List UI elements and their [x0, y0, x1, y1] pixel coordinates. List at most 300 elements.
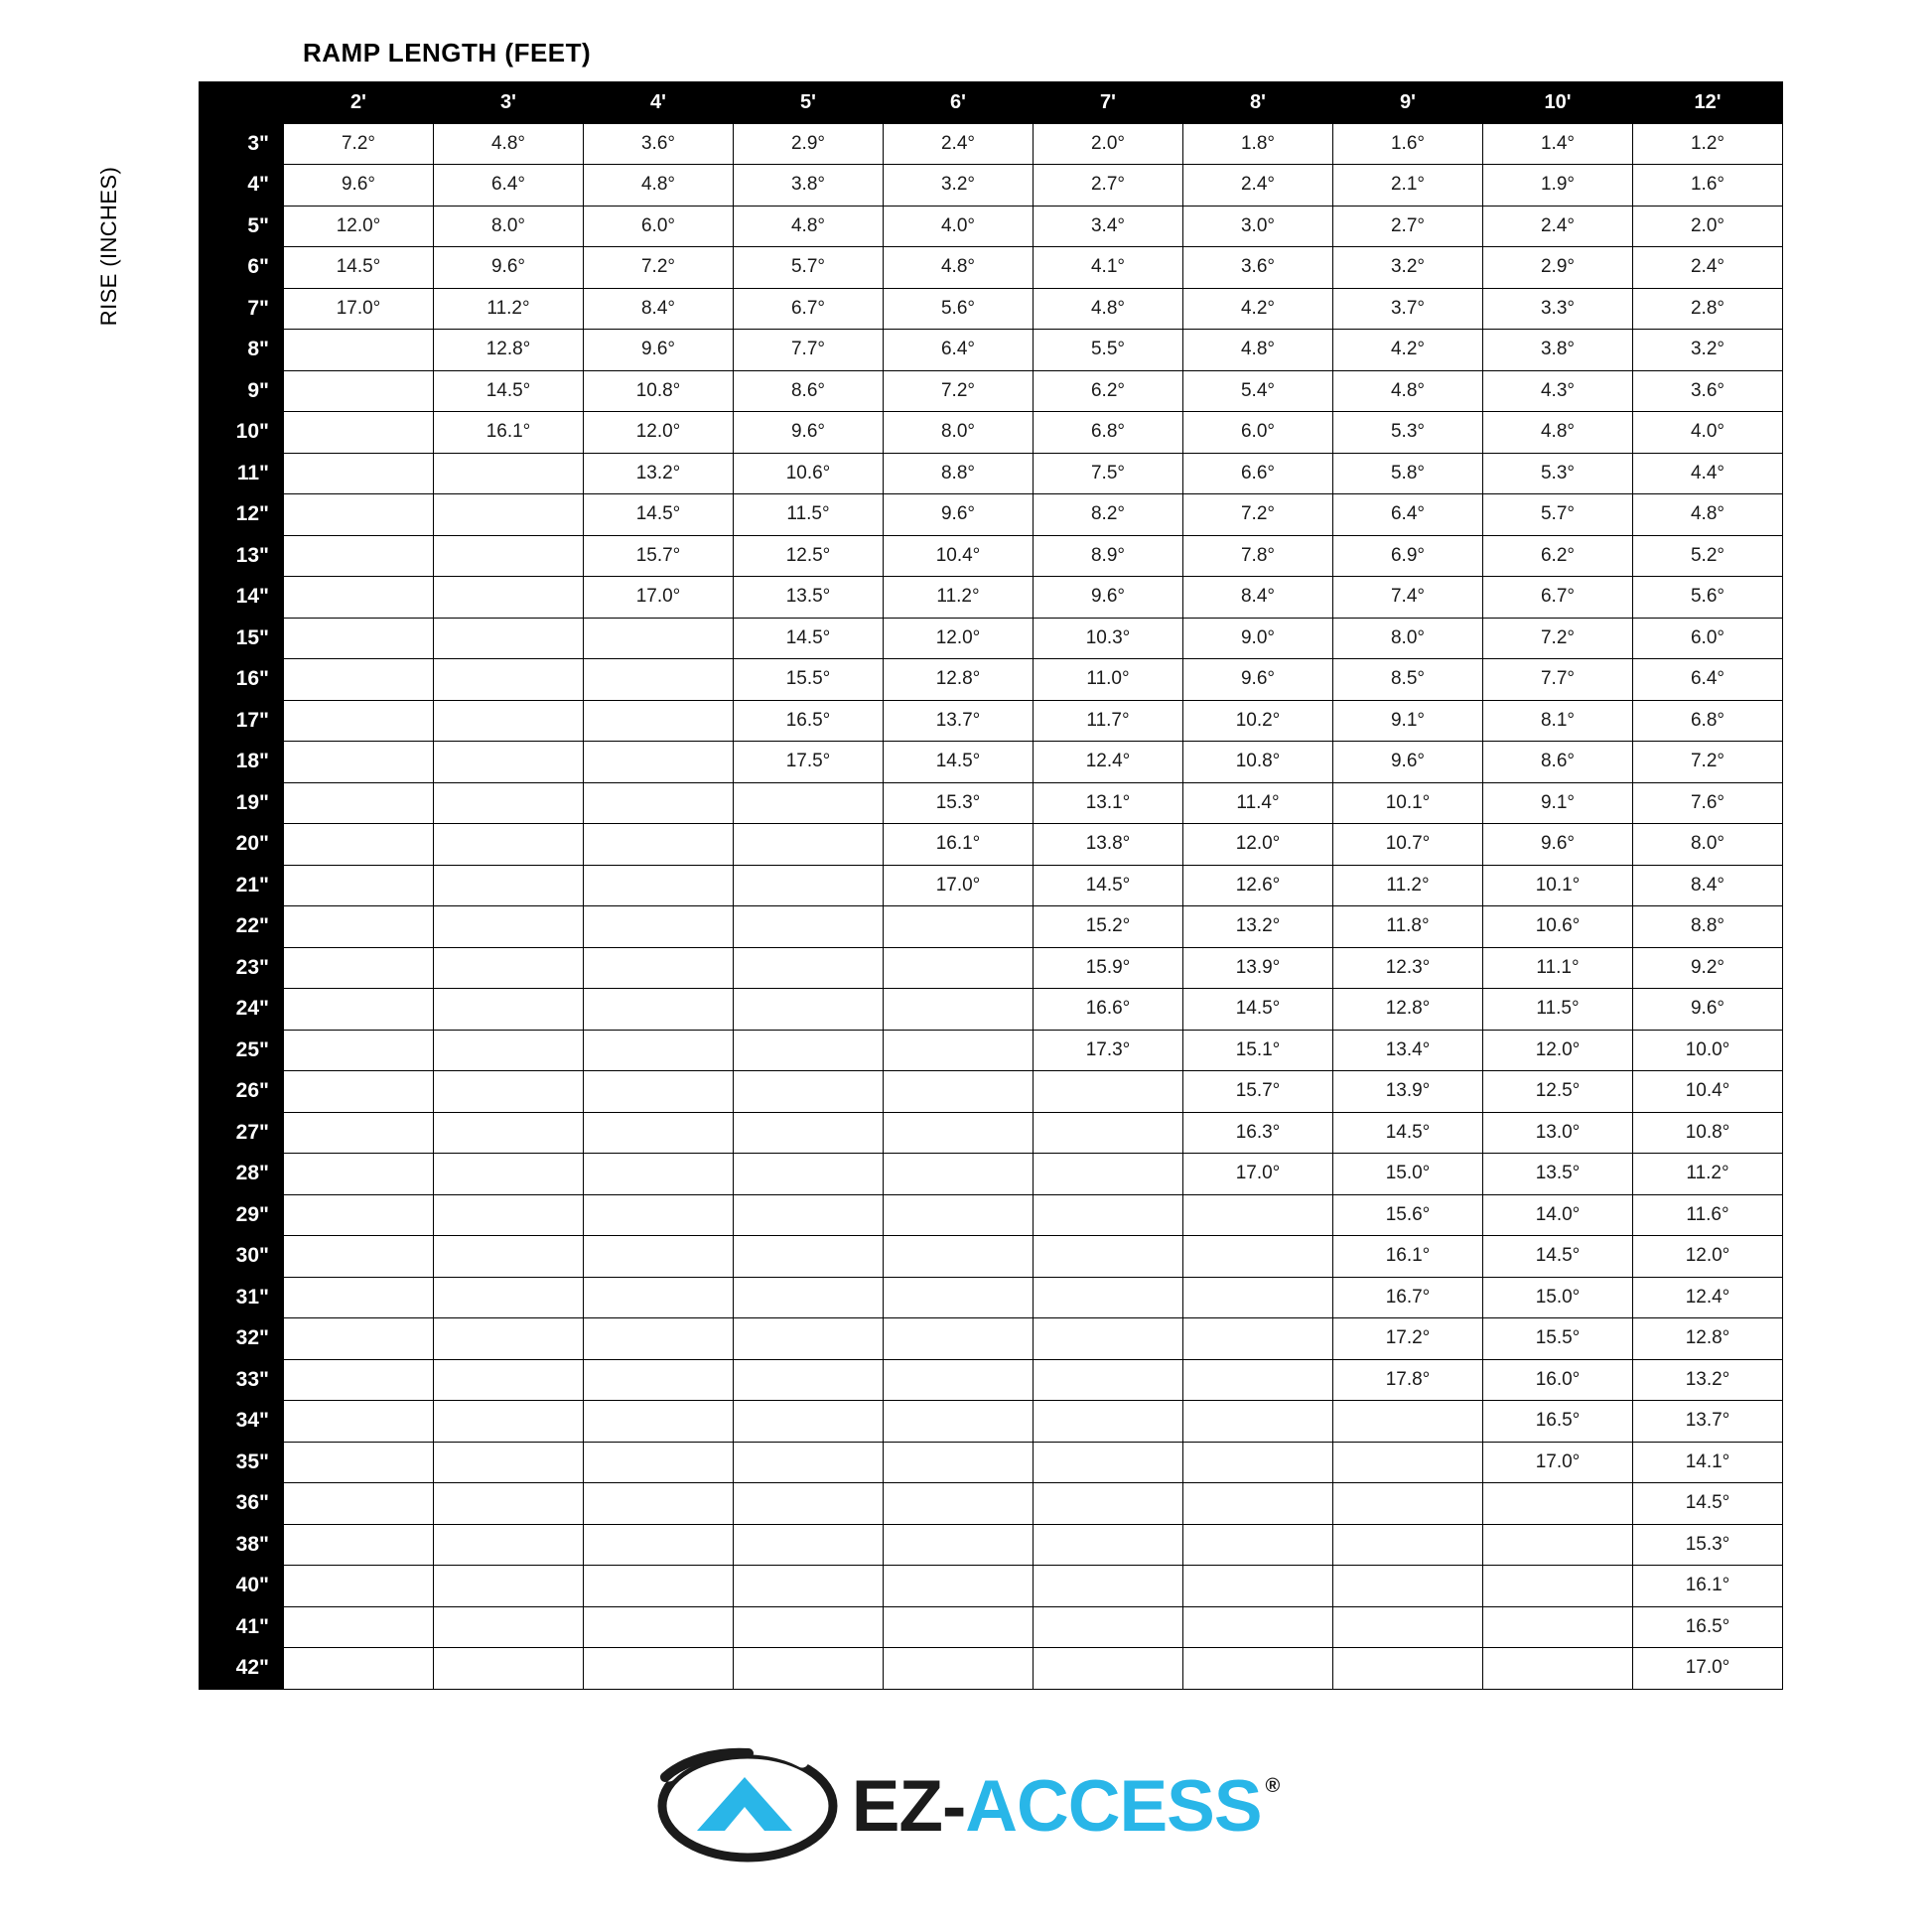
row-header-rise: 5"	[200, 206, 284, 247]
cell-angle: 5.6°	[884, 288, 1034, 330]
cell-empty	[584, 1236, 734, 1278]
table-row	[200, 1566, 1783, 1607]
cell-angle: 14.5°	[434, 370, 584, 412]
cell-angle: 10.8°	[1183, 742, 1333, 783]
cell-angle: 13.8°	[1034, 824, 1183, 866]
table-row	[200, 1648, 1783, 1690]
cell-empty	[284, 1483, 434, 1525]
cell-empty	[734, 1112, 884, 1154]
cell-empty	[284, 742, 434, 783]
cell-empty	[1034, 1648, 1183, 1690]
table-row	[200, 370, 1783, 412]
table-row	[200, 577, 1783, 619]
column-header-7: 8'	[1183, 82, 1333, 124]
cell-angle: 3.2°	[1333, 247, 1483, 289]
cell-angle: 2.0°	[1633, 206, 1783, 247]
row-header-rise: 29"	[200, 1194, 284, 1236]
table-row	[200, 123, 1783, 165]
row-header-rise: 14"	[200, 577, 284, 619]
cell-empty	[584, 618, 734, 659]
cell-angle: 3.7°	[1333, 288, 1483, 330]
cell-angle: 9.6°	[1483, 824, 1633, 866]
column-header-3: 4'	[584, 82, 734, 124]
cell-empty	[884, 989, 1034, 1031]
cell-empty	[1034, 1318, 1183, 1360]
cell-angle: 17.0°	[584, 577, 734, 619]
cell-angle: 15.9°	[1034, 947, 1183, 989]
cell-angle: 14.5°	[1633, 1483, 1783, 1525]
cell-angle: 6.8°	[1034, 412, 1183, 454]
cell-empty	[584, 1359, 734, 1401]
cell-empty	[734, 824, 884, 866]
cell-empty	[884, 906, 1034, 948]
cell-angle: 6.4°	[1333, 494, 1483, 536]
cell-angle: 16.5°	[1633, 1606, 1783, 1648]
ez-access-wordmark	[851, 1765, 1280, 1847]
rise-axis-label: RISE (INCHES)	[96, 166, 121, 327]
cell-angle: 12.4°	[1633, 1277, 1783, 1318]
cell-angle: 6.0°	[584, 206, 734, 247]
cell-angle: 12.0°	[1483, 1030, 1633, 1071]
cell-angle: 10.4°	[884, 535, 1034, 577]
table-row	[200, 1318, 1783, 1360]
cell-empty	[1183, 1318, 1333, 1360]
cell-empty	[284, 989, 434, 1031]
cell-empty	[584, 1318, 734, 1360]
cell-empty	[284, 1112, 434, 1154]
cell-empty	[284, 1648, 434, 1690]
cell-angle: 9.1°	[1333, 700, 1483, 742]
ez-access-logo	[0, 1747, 1932, 1864]
cell-angle: 14.5°	[284, 247, 434, 289]
table-header-row	[200, 82, 1783, 124]
cell-empty	[284, 1071, 434, 1113]
cell-empty	[734, 1236, 884, 1278]
cell-empty	[434, 1566, 584, 1607]
cell-angle: 15.7°	[1183, 1071, 1333, 1113]
cell-angle: 9.0°	[1183, 618, 1333, 659]
cell-angle: 4.8°	[434, 123, 584, 165]
cell-empty	[734, 1318, 884, 1360]
table-row	[200, 1483, 1783, 1525]
row-header-rise: 11"	[200, 453, 284, 494]
cell-angle: 9.1°	[1483, 782, 1633, 824]
cell-empty	[1034, 1154, 1183, 1195]
cell-angle: 8.2°	[1034, 494, 1183, 536]
cell-angle: 6.9°	[1333, 535, 1483, 577]
cell-empty	[1183, 1648, 1333, 1690]
cell-angle: 5.7°	[734, 247, 884, 289]
cell-empty	[884, 1442, 1034, 1483]
cell-angle: 10.1°	[1483, 865, 1633, 906]
cell-angle: 8.0°	[1633, 824, 1783, 866]
cell-angle: 2.0°	[1034, 123, 1183, 165]
cell-angle: 11.5°	[734, 494, 884, 536]
cell-angle: 15.0°	[1483, 1277, 1633, 1318]
cell-empty	[284, 577, 434, 619]
page-title: RAMP LENGTH (FEET)	[303, 38, 592, 68]
cell-empty	[284, 947, 434, 989]
cell-empty	[734, 1071, 884, 1113]
cell-angle: 7.5°	[1034, 453, 1183, 494]
table-row	[200, 1194, 1783, 1236]
cell-angle: 3.6°	[584, 123, 734, 165]
cell-empty	[284, 535, 434, 577]
cell-angle: 16.0°	[1483, 1359, 1633, 1401]
cell-empty	[734, 1442, 884, 1483]
cell-angle: 14.0°	[1483, 1194, 1633, 1236]
cell-empty	[1034, 1442, 1183, 1483]
cell-empty	[734, 865, 884, 906]
cell-empty	[584, 865, 734, 906]
cell-empty	[1183, 1524, 1333, 1566]
column-header-9: 10'	[1483, 82, 1633, 124]
cell-empty	[1034, 1401, 1183, 1443]
cell-empty	[584, 782, 734, 824]
row-header-rise: 15"	[200, 618, 284, 659]
cell-angle: 3.6°	[1183, 247, 1333, 289]
cell-angle: 6.0°	[1633, 618, 1783, 659]
cell-angle: 4.3°	[1483, 370, 1633, 412]
cell-angle: 4.8°	[734, 206, 884, 247]
row-header-rise: 40"	[200, 1566, 284, 1607]
cell-empty	[1183, 1359, 1333, 1401]
cell-empty	[434, 1236, 584, 1278]
column-header-4: 5'	[734, 82, 884, 124]
row-header-rise: 23"	[200, 947, 284, 989]
cell-angle: 4.2°	[1333, 330, 1483, 371]
cell-angle: 4.0°	[1633, 412, 1783, 454]
cell-empty	[434, 659, 584, 701]
cell-angle: 12.8°	[1633, 1318, 1783, 1360]
cell-empty	[584, 1277, 734, 1318]
cell-angle: 10.8°	[1633, 1112, 1783, 1154]
column-header-10: 12'	[1633, 82, 1783, 124]
cell-angle: 13.2°	[584, 453, 734, 494]
table-row	[200, 824, 1783, 866]
cell-empty	[284, 1566, 434, 1607]
cell-empty	[734, 1030, 884, 1071]
table-row	[200, 206, 1783, 247]
cell-angle: 16.7°	[1333, 1277, 1483, 1318]
cell-empty	[284, 330, 434, 371]
cell-angle: 6.7°	[734, 288, 884, 330]
row-header-rise: 28"	[200, 1154, 284, 1195]
cell-angle: 6.4°	[1633, 659, 1783, 701]
cell-empty	[434, 782, 584, 824]
cell-empty	[884, 1648, 1034, 1690]
cell-empty	[584, 1648, 734, 1690]
cell-empty	[284, 1277, 434, 1318]
cell-angle: 17.0°	[884, 865, 1034, 906]
row-header-rise: 38"	[200, 1524, 284, 1566]
row-header-rise: 36"	[200, 1483, 284, 1525]
table-body	[200, 123, 1783, 1689]
cell-empty	[1034, 1236, 1183, 1278]
cell-angle: 5.3°	[1333, 412, 1483, 454]
cell-empty	[584, 742, 734, 783]
cell-angle: 12.0°	[884, 618, 1034, 659]
cell-angle: 8.1°	[1483, 700, 1633, 742]
cell-empty	[1483, 1566, 1633, 1607]
cell-angle: 10.3°	[1034, 618, 1183, 659]
cell-angle: 5.7°	[1483, 494, 1633, 536]
cell-angle: 13.4°	[1333, 1030, 1483, 1071]
cell-empty	[434, 1277, 584, 1318]
cell-angle: 11.2°	[1333, 865, 1483, 906]
cell-empty	[584, 1030, 734, 1071]
cell-empty	[734, 1566, 884, 1607]
cell-empty	[284, 1442, 434, 1483]
cell-empty	[1183, 1442, 1333, 1483]
cell-angle: 8.4°	[1183, 577, 1333, 619]
cell-empty	[584, 824, 734, 866]
cell-angle: 15.5°	[734, 659, 884, 701]
cell-angle: 11.7°	[1034, 700, 1183, 742]
cell-angle: 6.6°	[1183, 453, 1333, 494]
cell-empty	[884, 1071, 1034, 1113]
cell-empty	[884, 1236, 1034, 1278]
cell-empty	[434, 1648, 584, 1690]
cell-empty	[1333, 1401, 1483, 1443]
cell-angle: 10.7°	[1333, 824, 1483, 866]
cell-empty	[434, 742, 584, 783]
cell-angle: 7.7°	[734, 330, 884, 371]
cell-empty	[584, 1483, 734, 1525]
cell-empty	[434, 947, 584, 989]
cell-angle: 9.6°	[1034, 577, 1183, 619]
cell-angle: 4.8°	[1034, 288, 1183, 330]
row-header-rise: 10"	[200, 412, 284, 454]
column-header-2: 3'	[434, 82, 584, 124]
cell-angle: 3.6°	[1633, 370, 1783, 412]
cell-empty	[1183, 1277, 1333, 1318]
cell-angle: 15.3°	[884, 782, 1034, 824]
cell-angle: 2.4°	[1633, 247, 1783, 289]
cell-empty	[1333, 1483, 1483, 1525]
cell-angle: 9.6°	[884, 494, 1034, 536]
cell-empty	[284, 782, 434, 824]
cell-angle: 4.8°	[584, 165, 734, 207]
cell-empty	[734, 1194, 884, 1236]
cell-angle: 1.6°	[1333, 123, 1483, 165]
cell-angle: 12.0°	[1183, 824, 1333, 866]
cell-angle: 14.5°	[1183, 989, 1333, 1031]
cell-angle: 10.1°	[1333, 782, 1483, 824]
cell-empty	[734, 1401, 884, 1443]
cell-angle: 5.4°	[1183, 370, 1333, 412]
cell-empty	[434, 906, 584, 948]
table-row	[200, 700, 1783, 742]
cell-angle: 8.5°	[1333, 659, 1483, 701]
cell-angle: 10.0°	[1633, 1030, 1783, 1071]
cell-angle: 14.5°	[584, 494, 734, 536]
table-row	[200, 1030, 1783, 1071]
cell-empty	[284, 1194, 434, 1236]
table-row	[200, 1236, 1783, 1278]
table-row	[200, 1112, 1783, 1154]
cell-empty	[884, 1566, 1034, 1607]
cell-empty	[284, 1236, 434, 1278]
cell-empty	[584, 1154, 734, 1195]
cell-angle: 12.4°	[1034, 742, 1183, 783]
table-row	[200, 165, 1783, 207]
cell-angle: 17.3°	[1034, 1030, 1183, 1071]
cell-angle: 14.5°	[884, 742, 1034, 783]
cell-empty	[434, 1194, 584, 1236]
cell-empty	[284, 453, 434, 494]
cell-angle: 16.1°	[1333, 1236, 1483, 1278]
cell-empty	[434, 618, 584, 659]
column-header-6: 7'	[1034, 82, 1183, 124]
cell-empty	[284, 494, 434, 536]
row-header-rise: 13"	[200, 535, 284, 577]
cell-angle: 2.7°	[1333, 206, 1483, 247]
cell-angle: 2.4°	[1483, 206, 1633, 247]
row-header-rise: 24"	[200, 989, 284, 1031]
cell-angle: 10.6°	[1483, 906, 1633, 948]
cell-angle: 12.3°	[1333, 947, 1483, 989]
cell-empty	[584, 700, 734, 742]
cell-empty	[734, 906, 884, 948]
cell-angle: 4.8°	[1333, 370, 1483, 412]
row-header-rise: 12"	[200, 494, 284, 536]
cell-empty	[584, 947, 734, 989]
cell-empty	[1034, 1524, 1183, 1566]
cell-angle: 1.4°	[1483, 123, 1633, 165]
column-header-5: 6'	[884, 82, 1034, 124]
table-row	[200, 453, 1783, 494]
cell-angle: 4.8°	[1183, 330, 1333, 371]
cell-angle: 14.5°	[1483, 1236, 1633, 1278]
cell-angle: 10.4°	[1633, 1071, 1783, 1113]
cell-angle: 7.2°	[584, 247, 734, 289]
cell-angle: 11.2°	[434, 288, 584, 330]
cell-empty	[1034, 1483, 1183, 1525]
cell-empty	[1183, 1236, 1333, 1278]
cell-angle: 9.2°	[1633, 947, 1783, 989]
cell-angle: 14.5°	[734, 618, 884, 659]
row-header-rise: 3"	[200, 123, 284, 165]
cell-empty	[1034, 1071, 1183, 1113]
cell-empty	[1483, 1483, 1633, 1525]
cell-empty	[434, 1359, 584, 1401]
cell-empty	[284, 1359, 434, 1401]
cell-angle: 2.4°	[1183, 165, 1333, 207]
cell-empty	[584, 1566, 734, 1607]
row-header-rise: 7"	[200, 288, 284, 330]
cell-empty	[734, 1154, 884, 1195]
cell-angle: 5.8°	[1333, 453, 1483, 494]
row-header-rise: 9"	[200, 370, 284, 412]
table-row	[200, 989, 1783, 1031]
cell-angle: 8.0°	[1333, 618, 1483, 659]
cell-angle: 7.2°	[1633, 742, 1783, 783]
cell-empty	[434, 1442, 584, 1483]
table-row	[200, 1524, 1783, 1566]
cell-empty	[434, 577, 584, 619]
cell-empty	[884, 1318, 1034, 1360]
cell-empty	[1483, 1648, 1633, 1690]
row-header-rise: 41"	[200, 1606, 284, 1648]
cell-angle: 13.2°	[1183, 906, 1333, 948]
cell-empty	[1034, 1277, 1183, 1318]
cell-empty	[434, 494, 584, 536]
cell-empty	[434, 1606, 584, 1648]
table-row	[200, 288, 1783, 330]
cell-angle: 11.5°	[1483, 989, 1633, 1031]
cell-empty	[584, 1194, 734, 1236]
logo-registered-mark: ®	[1265, 1774, 1280, 1797]
cell-angle: 16.5°	[734, 700, 884, 742]
cell-angle: 13.9°	[1183, 947, 1333, 989]
cell-angle: 12.0°	[284, 206, 434, 247]
table-corner-cell	[200, 82, 284, 124]
cell-empty	[584, 1524, 734, 1566]
cell-empty	[884, 1154, 1034, 1195]
cell-angle: 8.9°	[1034, 535, 1183, 577]
cell-empty	[284, 618, 434, 659]
logo-text-access: ACCESS	[965, 1765, 1262, 1847]
row-header-rise: 35"	[200, 1442, 284, 1483]
cell-empty	[884, 1112, 1034, 1154]
cell-angle: 11.2°	[1633, 1154, 1783, 1195]
cell-empty	[284, 906, 434, 948]
cell-angle: 8.0°	[434, 206, 584, 247]
row-header-rise: 31"	[200, 1277, 284, 1318]
cell-angle: 13.7°	[1633, 1401, 1783, 1443]
cell-angle: 13.2°	[1633, 1359, 1783, 1401]
row-header-rise: 26"	[200, 1071, 284, 1113]
cell-angle: 15.7°	[584, 535, 734, 577]
row-header-rise: 6"	[200, 247, 284, 289]
cell-angle: 9.6°	[1633, 989, 1783, 1031]
cell-angle: 5.2°	[1633, 535, 1783, 577]
cell-empty	[734, 1277, 884, 1318]
table-row	[200, 494, 1783, 536]
cell-angle: 6.8°	[1633, 700, 1783, 742]
row-header-rise: 22"	[200, 906, 284, 948]
cell-angle: 13.5°	[1483, 1154, 1633, 1195]
cell-angle: 8.6°	[1483, 742, 1633, 783]
cell-angle: 11.4°	[1183, 782, 1333, 824]
row-header-rise: 27"	[200, 1112, 284, 1154]
cell-angle: 10.6°	[734, 453, 884, 494]
cell-angle: 16.1°	[1633, 1566, 1783, 1607]
cell-angle: 7.4°	[1333, 577, 1483, 619]
table-row	[200, 535, 1783, 577]
row-header-rise: 30"	[200, 1236, 284, 1278]
cell-empty	[584, 1442, 734, 1483]
cell-angle: 15.5°	[1483, 1318, 1633, 1360]
cell-empty	[584, 989, 734, 1031]
cell-angle: 7.7°	[1483, 659, 1633, 701]
cell-empty	[284, 412, 434, 454]
cell-empty	[284, 370, 434, 412]
cell-empty	[884, 1606, 1034, 1648]
table-row	[200, 1277, 1783, 1318]
cell-angle: 6.4°	[434, 165, 584, 207]
cell-empty	[434, 1483, 584, 1525]
cell-angle: 3.0°	[1183, 206, 1333, 247]
cell-angle: 12.0°	[1633, 1236, 1783, 1278]
cell-empty	[1333, 1606, 1483, 1648]
cell-empty	[884, 1483, 1034, 1525]
cell-empty	[1333, 1566, 1483, 1607]
cell-empty	[734, 989, 884, 1031]
cell-angle: 17.0°	[1183, 1154, 1333, 1195]
cell-angle: 4.8°	[1483, 412, 1633, 454]
